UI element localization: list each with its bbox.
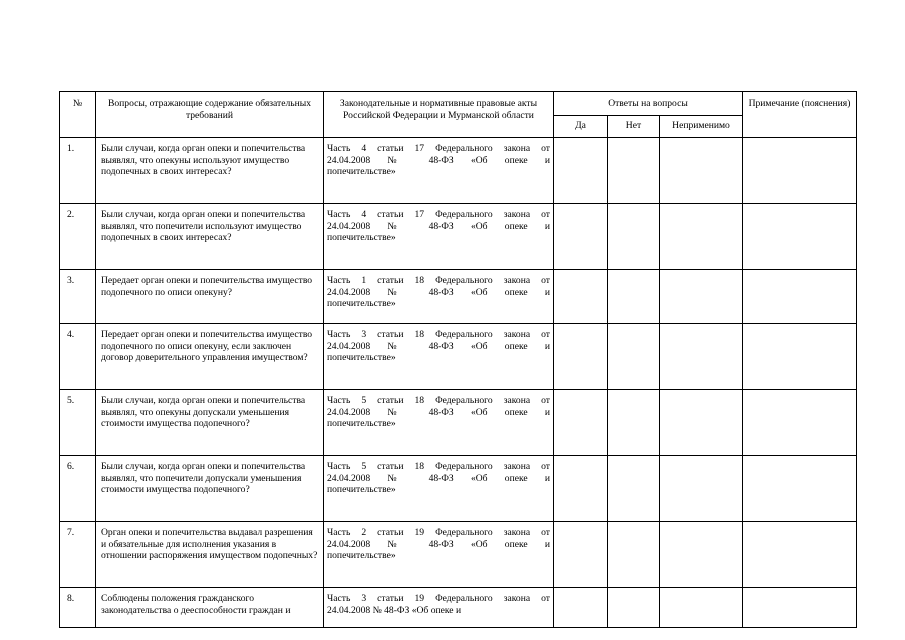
header-na: Неприменимо (660, 116, 743, 138)
header-no: Нет (608, 116, 660, 138)
notes-cell[interactable] (743, 390, 857, 456)
row-number: 7. (60, 522, 96, 588)
table-row (60, 390, 857, 456)
table-body (60, 138, 857, 628)
answer-no-cell[interactable] (608, 588, 660, 628)
legal-act-line: 24.04.2008 № 48-ФЗ «Об опеке и (327, 406, 550, 418)
header-yes: Да (554, 116, 608, 138)
legal-act-line: попечительстве» (327, 232, 396, 243)
row-number: 8. (60, 588, 96, 628)
legal-act-line: 24.04.2008 № 48-ФЗ «Об опеке и (327, 538, 550, 550)
legal-act-reference (324, 270, 554, 324)
question-text: Передает орган опеки и попечительства имущество подопечного по описи опекуну? (96, 270, 324, 324)
answer-no-cell[interactable] (608, 204, 660, 270)
notes-cell[interactable] (743, 270, 857, 324)
notes-cell[interactable] (743, 522, 857, 588)
row-number: 3. (60, 270, 96, 324)
header-questions: Вопросы, отражающие содержание обязательных требований (96, 92, 324, 138)
question-text: Были случаи, когда орган опеки и попечительства выявлял, что опекуны используют имущество подопечных в своих интересах? (96, 138, 324, 204)
legal-act-line: попечительстве» (327, 352, 396, 363)
answer-yes-cell[interactable] (554, 588, 608, 628)
legal-act-line: Часть 3 статьи 18 Федерального закона от (327, 329, 550, 340)
legal-act-line: попечительстве» (327, 550, 396, 561)
row-number: 6. (60, 456, 96, 522)
notes-cell[interactable] (743, 456, 857, 522)
notes-cell[interactable] (743, 324, 857, 390)
answer-na-cell[interactable] (660, 270, 743, 324)
table-row (60, 138, 857, 204)
question-text: Были случаи, когда орган опеки и попечительства выявлял, что опекуны допускали уменьшения стоимости имущества подопечного? (96, 390, 324, 456)
checklist-table (59, 91, 857, 628)
table-row (60, 324, 857, 390)
answer-na-cell[interactable] (660, 138, 743, 204)
answer-no-cell[interactable] (608, 390, 660, 456)
answer-no-cell[interactable] (608, 456, 660, 522)
header-num: № (60, 92, 96, 138)
answer-no-cell[interactable] (608, 270, 660, 324)
legal-act-line: попечительстве» (327, 166, 396, 177)
row-number: 4. (60, 324, 96, 390)
legal-act-line: Часть 1 статьи 18 Федерального закона от (327, 275, 550, 286)
legal-act-line: Часть 5 статьи 18 Федерального закона от (327, 461, 550, 472)
answer-yes-cell[interactable] (554, 522, 608, 588)
table-row (60, 270, 857, 324)
answer-yes-cell[interactable] (554, 204, 608, 270)
answer-no-cell[interactable] (608, 522, 660, 588)
legal-act-line: 24.04.2008 № 48-ФЗ «Об опеке и (327, 220, 550, 232)
legal-act-line: Часть 4 статьи 17 Федерального закона от (327, 209, 550, 220)
header-answers: Ответы на вопросы (554, 92, 743, 116)
legal-act-line: 24.04.2008 № 48-ФЗ «Об опеке и (327, 472, 550, 484)
answer-no-cell[interactable] (608, 138, 660, 204)
header-notes: Примечание (пояснения) (743, 92, 857, 138)
legal-act-line: 24.04.2008 № 48-ФЗ «Об опеке и (327, 340, 550, 352)
table-row (60, 204, 857, 270)
answer-yes-cell[interactable] (554, 456, 608, 522)
legal-act-line: Часть 4 статьи 17 Федерального закона от (327, 143, 550, 154)
answer-na-cell[interactable] (660, 588, 743, 628)
notes-cell[interactable] (743, 138, 857, 204)
notes-cell[interactable] (743, 204, 857, 270)
answer-na-cell[interactable] (660, 324, 743, 390)
answer-na-cell[interactable] (660, 456, 743, 522)
row-number: 5. (60, 390, 96, 456)
legal-act-line: попечительстве» (327, 484, 396, 495)
answer-yes-cell[interactable] (554, 138, 608, 204)
legal-act-reference (324, 588, 554, 628)
legal-act-reference (324, 138, 554, 204)
legal-act-reference (324, 456, 554, 522)
legal-act-line: попечительстве» (327, 298, 396, 309)
row-number: 1. (60, 138, 96, 204)
legal-act-line: 24.04.2008 № 48-ФЗ «Об опеке и (327, 604, 462, 616)
row-number: 2. (60, 204, 96, 270)
question-text: Передает орган опеки и попечительства имущество подопечного по описи опекуну, если заключен договор доверительного управления имуществом? (96, 324, 324, 390)
table-row (60, 522, 857, 588)
answer-na-cell[interactable] (660, 390, 743, 456)
legal-act-reference (324, 324, 554, 390)
question-text: Соблюдены положения гражданского законодательства о дееспособности граждан и (96, 588, 324, 628)
question-text: Были случаи, когда орган опеки и попечительства выявлял, что попечители допускали уменьшения стоимости имущества подопечного? (96, 456, 324, 522)
answer-na-cell[interactable] (660, 522, 743, 588)
legal-act-reference (324, 390, 554, 456)
notes-cell[interactable] (743, 588, 857, 628)
legal-act-line: Часть 2 статьи 19 Федерального закона от (327, 527, 550, 538)
legal-act-reference (324, 522, 554, 588)
legal-act-reference (324, 204, 554, 270)
table-row (60, 456, 857, 522)
answer-yes-cell[interactable] (554, 390, 608, 456)
legal-act-line: 24.04.2008 № 48-ФЗ «Об опеке и (327, 286, 550, 298)
question-text: Орган опеки и попечительства выдавал разрешения и обязательные для исполнения указания в отношении распоряжения имуществом подопечных? (96, 522, 324, 588)
answer-yes-cell[interactable] (554, 270, 608, 324)
answer-no-cell[interactable] (608, 324, 660, 390)
table-row (60, 588, 857, 628)
legal-act-line: Часть 5 статьи 18 Федерального закона от (327, 395, 550, 406)
legal-act-line: 24.04.2008 № 48-ФЗ «Об опеке и (327, 154, 550, 166)
legal-act-line: попечительстве» (327, 418, 396, 429)
question-text: Были случаи, когда орган опеки и попечительства выявлял, что попечители используют имущество подопечных в своих интересах? (96, 204, 324, 270)
answer-yes-cell[interactable] (554, 324, 608, 390)
legal-act-line: Часть 3 статьи 19 Федерального закона от (327, 593, 550, 604)
answer-na-cell[interactable] (660, 204, 743, 270)
header-acts: Законодательные и нормативные правовые акты Российской Федерации и Мурманской области (324, 92, 554, 138)
